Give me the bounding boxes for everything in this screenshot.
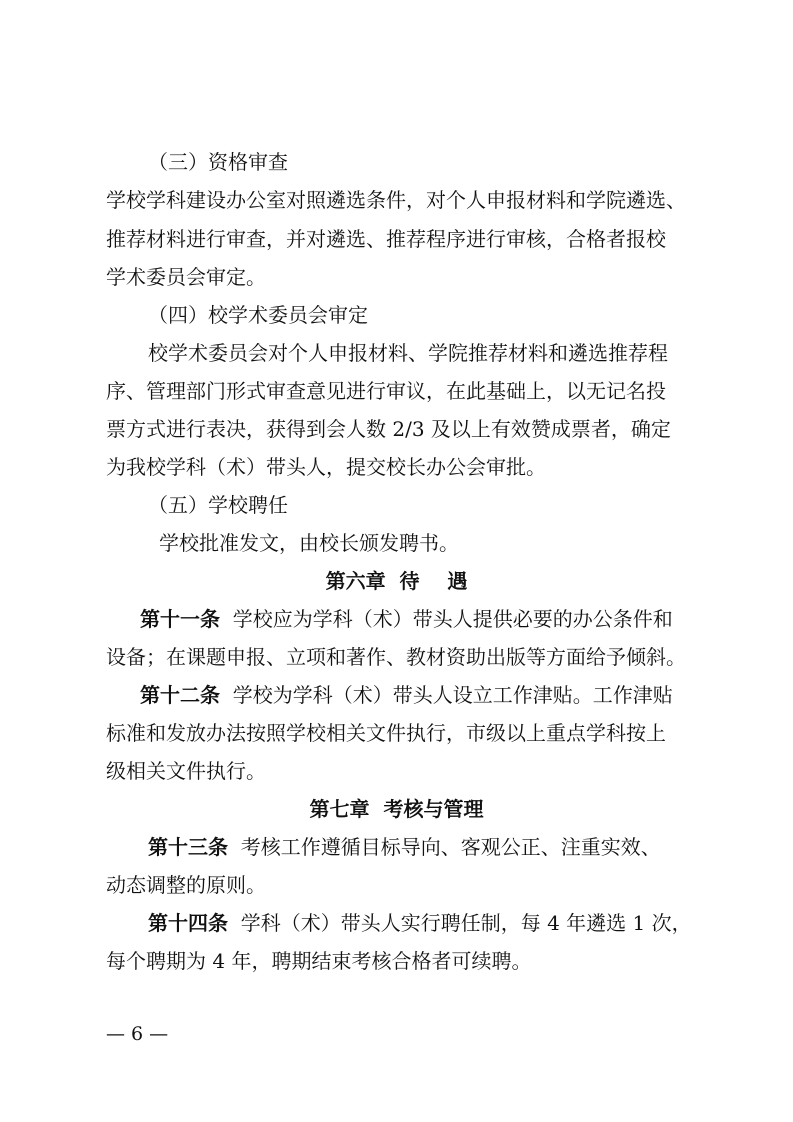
paragraph-line: 校学术委员会对个人申报材料、学院推荐材料和遴选推荐程 (148, 341, 668, 365)
paragraph-line: 学校学科建设办公室对照遴选条件，对个人申报材料和学院遴选、 (106, 188, 686, 212)
paragraph-line: 序、管理部门形式审查意见进行审议，在此基础上，以无记名投 (106, 379, 666, 403)
article-fourteen-text: 学科（术）带头人实行聘任制，每 4 年遴选 1 次， (240, 911, 692, 935)
article-thirteen-first-line (148, 832, 661, 862)
page-number: — 6 — (106, 1023, 169, 1045)
paragraph-line: 设备；在课题申报、立项和著作、教材资助出版等方面给予倾斜。 (106, 645, 686, 669)
paragraph-line: 学术委员会审定。 (106, 265, 266, 289)
chapter-six-title: 第六章 待 遇 (325, 569, 468, 593)
paragraph-line: 票方式进行表决，获得到会人数 2/3 及以上有效赞成票者，确定 (106, 417, 671, 441)
article-twelve-text: 学校为学科（术）带头人设立工作津贴。工作津贴 (232, 683, 673, 707)
chapter-seven-title: 第七章 考核与管理 (309, 797, 484, 821)
paragraph-line: 学校批准发文，由校长颁发聘书。 (159, 531, 459, 555)
article-eleven-first-line (140, 604, 673, 634)
article-thirteen-text: 考核工作遵循目标导向、客观公正、注重实效、 (240, 835, 661, 859)
section-heading-qualification-review: （三）资格审查 (148, 150, 288, 174)
paragraph-line: 每个聘期为 4 年，聘期结束考核合格者可续聘。 (106, 949, 532, 973)
paragraph-line: 推荐材料进行审查，并对遴选、推荐程序进行审核，合格者报校 (106, 227, 666, 251)
paragraph-line: 为我校学科（术）带头人，提交校长办公会审批。 (106, 455, 546, 479)
article-thirteen-label: 第十三条 (148, 835, 228, 859)
paragraph-line: 标准和发放办法按照学校相关文件执行，市级以上重点学科按上 (106, 721, 666, 745)
paragraph-line: 动态调整的原则。 (106, 873, 266, 897)
paragraph-line: 级相关文件执行。 (106, 759, 266, 783)
article-twelve-first-line (140, 680, 673, 710)
section-heading-school-appointment: （五）学校聘任 (148, 493, 288, 517)
article-eleven-label: 第十一条 (140, 607, 220, 631)
article-twelve-label: 第十二条 (140, 683, 220, 707)
article-fourteen-first-line (148, 908, 692, 938)
article-fourteen-label: 第十四条 (148, 911, 228, 935)
section-heading-committee-approval: （四）校学术委员会审定 (148, 303, 368, 327)
article-eleven-text: 学校应为学科（术）带头人提供必要的办公条件和 (232, 607, 673, 631)
